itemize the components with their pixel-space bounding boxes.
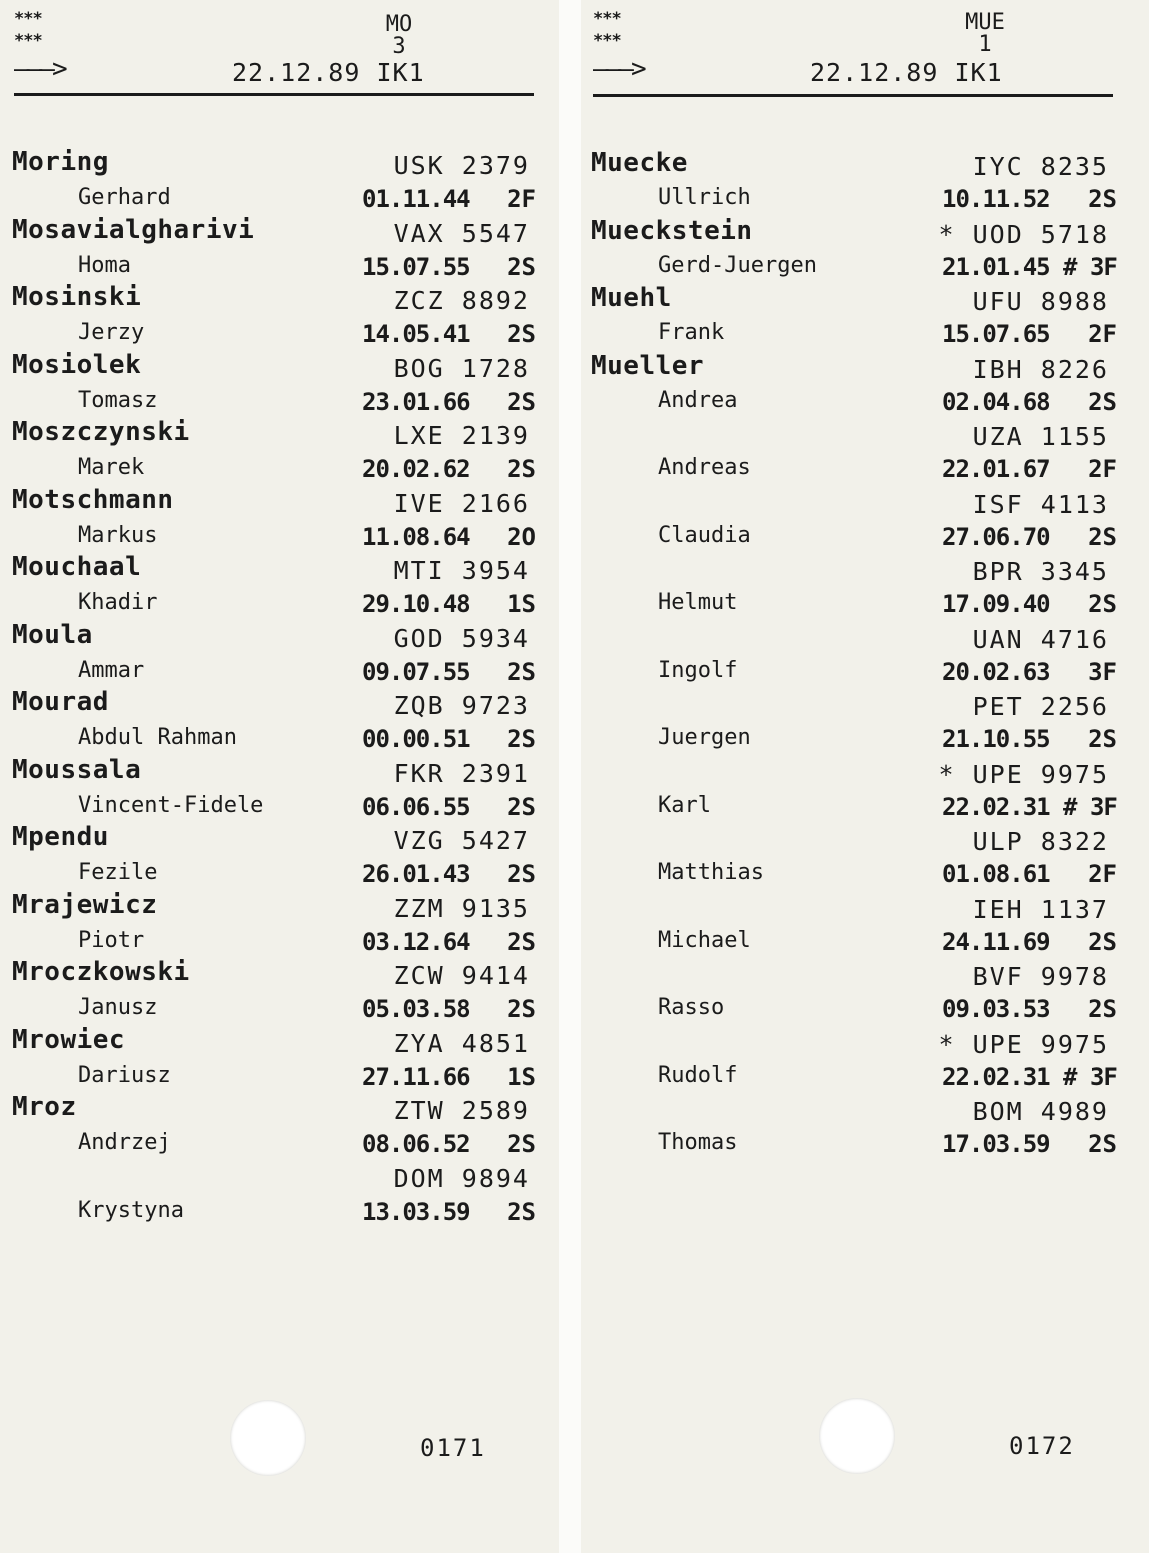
card-gap — [559, 0, 581, 1553]
birth-date: 27.06.70 — [942, 522, 1050, 551]
header-code-letters: MO — [385, 12, 413, 37]
first-name: Frank — [658, 320, 725, 345]
header-code-number: 1 — [978, 32, 992, 57]
header-office: IK1 — [376, 58, 425, 87]
birth-date: 22.02.31 # 3F — [942, 792, 1117, 821]
status-code: 2S — [507, 1197, 536, 1226]
birth-date: 15.07.55 — [362, 252, 470, 281]
birth-date: 00.00.51 — [362, 725, 470, 753]
plate-number: ZTW 2589 — [393, 1096, 530, 1125]
first-name: Krystyna — [78, 1197, 184, 1223]
first-name: Gerhard — [78, 185, 171, 210]
birth-date: 23.01.66 — [362, 387, 470, 416]
status-code: 2S — [507, 927, 536, 956]
first-name: Jerzy — [78, 320, 145, 345]
header-stars — [14, 8, 42, 52]
first-name: Janusz — [78, 995, 158, 1020]
surname: Mouchaal — [12, 552, 142, 582]
birth-date: 29.10.48 — [362, 590, 470, 618]
birth-date: 26.01.43 — [362, 860, 470, 888]
plate-number: ULP 8322 — [972, 827, 1109, 856]
birth-date: 06.06.55 — [362, 792, 470, 821]
birth-date: 05.03.58 — [362, 995, 470, 1023]
plate-number: BVF 9978 — [972, 962, 1109, 991]
first-name: Andreas — [658, 455, 751, 480]
birth-date: 24.11.69 — [942, 927, 1050, 956]
status-code: 2S — [507, 995, 536, 1023]
index-card-mo — [0, 0, 559, 1553]
birth-date: 15.07.65 — [942, 320, 1050, 348]
birth-date: 09.03.53 — [942, 995, 1050, 1023]
first-name: Rasso — [658, 995, 725, 1020]
plate-number: ISF 4113 — [972, 489, 1109, 519]
status-code: 2S — [1088, 927, 1117, 956]
surname: Mueckstein — [591, 215, 753, 246]
plate-number: BOM 4989 — [972, 1097, 1109, 1126]
plate-number: GOD 5934 — [393, 623, 530, 653]
status-code: 2S — [1088, 995, 1117, 1023]
plate-number: * UPE 9975 — [938, 1029, 1109, 1059]
plate-number: BOG 1728 — [393, 353, 530, 383]
plate-number: UZA 1155 — [972, 422, 1109, 451]
plate-number: ZZM 9135 — [393, 893, 530, 923]
punch-hole — [230, 1400, 306, 1476]
surname: Mosiolek — [12, 349, 142, 380]
header-stars-line-1: *** — [14, 9, 42, 29]
plate-number: VAX 5547 — [393, 218, 530, 248]
first-name: Michael — [658, 927, 751, 953]
status-code: 2S — [1088, 185, 1117, 213]
plate-number: IVE 2166 — [393, 488, 530, 518]
first-name: Ingolf — [658, 657, 738, 683]
plate-number: IEH 1137 — [972, 894, 1109, 924]
surname: Moszczynski — [12, 417, 190, 447]
first-name: Markus — [78, 522, 158, 548]
birth-date: 13.03.59 — [362, 1197, 470, 1226]
status-code: 2S — [507, 1130, 536, 1158]
birth-date: 20.02.62 — [362, 455, 470, 483]
surname: Mourad — [12, 687, 109, 717]
plate-number: ZQB 9723 — [393, 691, 530, 720]
birth-date: 09.07.55 — [362, 657, 470, 686]
status-code: 2F — [507, 185, 536, 213]
surname: Mueller — [591, 350, 705, 381]
header-date-line — [810, 58, 1003, 87]
first-name: Andrzej — [78, 1130, 171, 1155]
birth-date: 22.01.67 — [942, 455, 1050, 483]
status-code: 2S — [1088, 725, 1117, 753]
plate-number: * UOD 5718 — [938, 219, 1109, 249]
plate-number: ZYA 4851 — [393, 1028, 530, 1058]
surname: Mpendu — [12, 822, 109, 852]
surname: Mroczkowski — [12, 957, 190, 987]
plate-number: UAN 4716 — [972, 624, 1109, 654]
birth-date: 03.12.64 — [362, 927, 470, 956]
status-code: 2S — [507, 725, 536, 753]
first-name: Vincent-Fidele — [78, 792, 264, 818]
header-code — [955, 12, 1015, 56]
plate-number: DOM 9894 — [393, 1163, 530, 1193]
arrow-icon: ———> — [14, 54, 65, 84]
birth-date: 11.08.64 — [362, 522, 470, 551]
card-number: 0172 — [1009, 1432, 1075, 1460]
header-date: 22.12.89 — [232, 58, 361, 87]
status-code: 1S — [507, 1062, 536, 1091]
birth-date: 21.10.55 — [942, 725, 1050, 753]
first-name: Rudolf — [658, 1062, 738, 1088]
arrow-icon: ———> — [593, 54, 644, 84]
status-code: 2S — [507, 455, 536, 483]
plate-number: IBH 8226 — [972, 354, 1109, 384]
first-name: Juergen — [658, 725, 751, 750]
status-code: 2S — [1088, 1130, 1117, 1158]
status-code: 2F — [1088, 860, 1117, 888]
status-code: 2S — [1088, 522, 1117, 551]
first-name: Abdul Rahman — [78, 725, 237, 750]
status-code: 2S — [507, 387, 536, 416]
status-code: 2S — [1088, 590, 1117, 618]
surname: Mosavialgharivi — [12, 214, 255, 245]
first-name: Andrea — [658, 387, 738, 413]
plate-number: BPR 3345 — [972, 557, 1109, 586]
status-code: 2S — [1088, 387, 1117, 416]
first-name: Ullrich — [658, 185, 751, 210]
plate-number: IYC 8235 — [972, 152, 1109, 181]
plate-number: VZG 5427 — [393, 826, 530, 855]
birth-date: 17.03.59 — [942, 1130, 1050, 1158]
header-code — [376, 14, 422, 58]
first-name: Dariusz — [78, 1062, 171, 1088]
header-rule — [14, 93, 534, 96]
first-name: Gerd-Juergen — [658, 252, 817, 278]
header-stars — [593, 8, 621, 52]
surname: Moussala — [12, 754, 142, 785]
first-name: Fezile — [78, 860, 158, 885]
surname: Muecke — [591, 148, 688, 178]
header-code-letters: MUE — [965, 10, 1005, 35]
first-name: Claudia — [658, 522, 751, 548]
status-code: 3F — [1088, 657, 1117, 686]
status-code: 2O — [507, 522, 536, 551]
status-code: 2S — [507, 657, 536, 686]
birth-date: 01.11.44 — [362, 185, 470, 213]
header-code-number: 3 — [392, 34, 406, 59]
surname: Moring — [12, 147, 109, 177]
plate-number: ZCZ 8892 — [393, 286, 530, 315]
birth-date: 14.05.41 — [362, 320, 470, 348]
header-stars-line-1: *** — [593, 9, 621, 29]
index-card-mue — [581, 0, 1149, 1553]
status-code: 2F — [1088, 455, 1117, 483]
surname: Mrowiec — [12, 1024, 126, 1055]
first-name: Homa — [78, 252, 131, 278]
birth-date: 27.11.66 — [362, 1062, 470, 1091]
first-name: Marek — [78, 455, 145, 480]
header-stars-line-2: *** — [14, 31, 42, 51]
status-code: 2S — [507, 252, 536, 281]
header-date: 22.12.89 — [810, 58, 939, 87]
surname: Motschmann — [12, 484, 174, 515]
status-code: 2S — [507, 860, 536, 888]
plate-number: * UPE 9975 — [938, 759, 1109, 789]
punch-hole — [819, 1398, 895, 1474]
plate-number: LXE 2139 — [393, 421, 530, 450]
first-name: Khadir — [78, 590, 158, 615]
header-office: IK1 — [954, 58, 1003, 87]
surname: Mroz — [12, 1092, 77, 1122]
header-rule — [593, 94, 1113, 97]
first-name: Helmut — [658, 590, 738, 615]
surname: Moula — [12, 619, 93, 650]
plate-number: UFU 8988 — [972, 287, 1109, 316]
plate-number: MTI 3954 — [393, 556, 530, 585]
plate-number: PET 2256 — [972, 692, 1109, 721]
plate-number: ZCW 9414 — [393, 961, 530, 990]
card-number: 0171 — [420, 1434, 486, 1462]
birth-date: 21.01.45 # 3F — [942, 252, 1117, 281]
first-name: Tomasz — [78, 387, 158, 413]
surname: Muehl — [591, 283, 672, 313]
header-date-line — [232, 58, 425, 87]
birth-date: 02.04.68 — [942, 387, 1050, 416]
status-code: 2S — [507, 320, 536, 348]
header-stars-line-2: *** — [593, 31, 621, 51]
surname: Mrajewicz — [12, 889, 158, 920]
first-name: Karl — [658, 792, 711, 818]
plate-number: USK 2379 — [393, 151, 530, 180]
birth-date: 01.08.61 — [942, 860, 1050, 888]
birth-date: 20.02.63 — [942, 657, 1050, 686]
status-code: 2F — [1088, 320, 1117, 348]
birth-date: 08.06.52 — [362, 1130, 470, 1158]
first-name: Thomas — [658, 1130, 738, 1155]
status-code: 2S — [507, 792, 536, 821]
first-name: Matthias — [658, 860, 764, 885]
birth-date: 22.02.31 # 3F — [942, 1062, 1117, 1091]
plate-number: FKR 2391 — [393, 758, 530, 788]
birth-date: 17.09.40 — [942, 590, 1050, 618]
first-name: Piotr — [78, 927, 145, 953]
first-name: Ammar — [78, 657, 145, 683]
status-code: 1S — [507, 590, 536, 618]
birth-date: 10.11.52 — [942, 185, 1050, 213]
surname: Mosinski — [12, 282, 142, 312]
